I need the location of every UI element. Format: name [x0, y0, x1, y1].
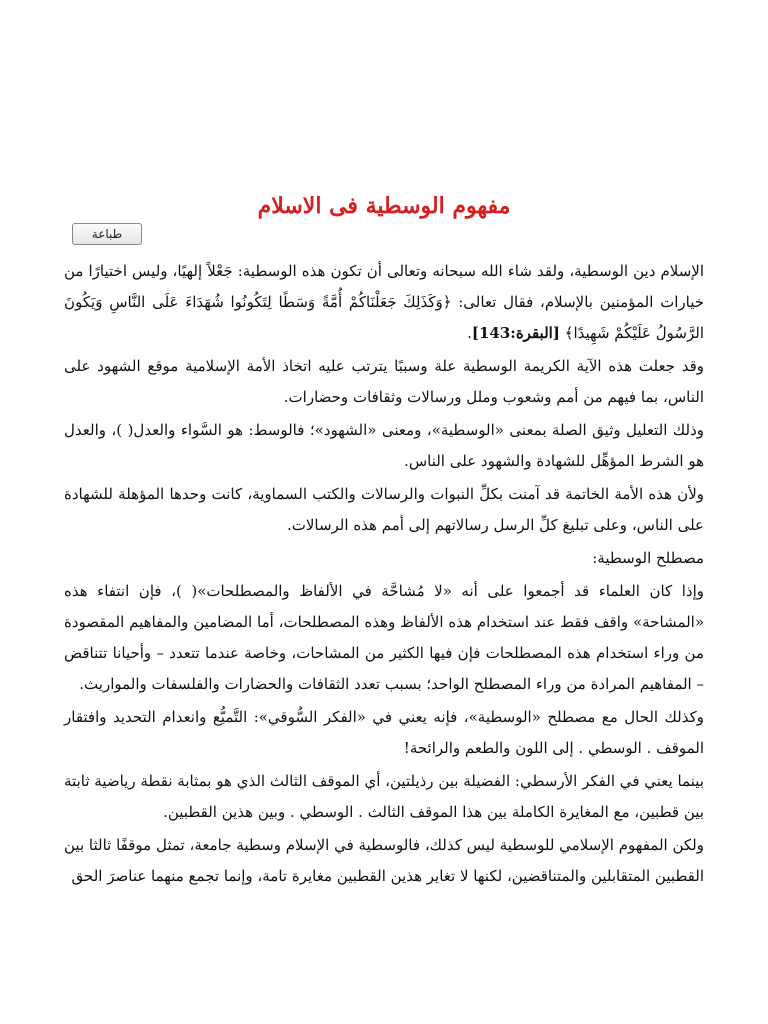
paragraph-aristotle: بينما يعني في الفكر الأرسطي: الفضيلة بين رذيلتين، أي الموقف الثالث الذي هو بمثابة نقطة رياضية ثابتة بين قطبين، مع المغايرة الكاملة بين هذا الموقف الثالث . الوسطي . وبين هذين القطبين. [64, 772, 704, 821]
article-page [64, 0, 704, 1024]
paragraph-intro-end: . [467, 324, 472, 342]
paragraph-islamic-concept: ولكن المفهوم الإسلامي للوسطية ليس كذلك، فالوسطية في الإسلام وسطية جامعة، تمثل موقفًا ثالثا بين القطبين المتقابلين والمتناقضين، لكنها لا تغاير هذين القطبين مغايرة تامة، وإنما تجمع منهما عناصرَ الحق [64, 836, 704, 885]
page-title: مفهوم الوسطية فى الاسلام [257, 192, 511, 219]
paragraph-intro [64, 256, 704, 349]
paragraph-intro-text: الإسلام دين الوسطية، ولقد شاء الله سبحانه وتعالى أن تكون هذه الوسطية: جَعْلاً إلهيًا، وليس اختيارًا من خيارات المؤمنين بالإسلام، فقال تعالى: ﴿وَكَذَلِكَ جَعَلْنَاكُمْ أُمَّةً وَسَطًا لِتَكُونُوا شُهَدَاءَ عَلَى النَّاسِ وَيَكُونَ الرَّسُولُ عَلَيْكُمْ شَهِيدًا﴾ [64, 262, 704, 342]
verse-reference: [البقرة:143] [471, 324, 560, 342]
print-button[interactable]: طباعة [72, 223, 142, 245]
paragraph-terms: وإذا كان العلماء قد أجمعوا على أنه «لا مُشاحَّة في الألفاظ والمصطلحات»( )، فإن انتفاء هذه «المشاحة» واقف فقط عند استخدام هذه الألفاظ وهذه المصطلحات، أما المضامين والمفاهيم المقصودة من وراء استخدام هذه المصطلحات فإن فيها الكثير من المشاحات، وخاصة عندما تتعدد – وأحيانا تتناقض – المفاهيم المرادة من وراء المصطلح الواحد؛ بسبب تعدد الثقافات والحضارات والفلسفات والمواريث. [64, 582, 704, 693]
paragraph-justice: وذلك التعليل وثيق الصلة بمعنى «الوسطية»، ومعنى «الشهود»؛ فالوسط: هو السَّواء والعدل( )، والعدل هو الشرط المؤهِّل للشهادة والشهود على الناس. [64, 421, 704, 470]
section-heading-term: مصطلح الوسطية: [592, 549, 704, 567]
paragraph-verse-meaning: وقد جعلت هذه الآية الكريمة الوسطية علة وسببًا يترتب عليه اتخاذ الأمة الإسلامية موقع الشهود على الناس، بما فيهم من أمم وشعوب وملل ورسالات وثقافات وحضارات. [64, 357, 704, 406]
paragraph-final-nation: ولأن هذه الأمة الخاتمة قد آمنت بكلِّ النبوات والرسالات والكتب السماوية، كانت وحدها المؤهلة للشهادة على الناس، وعلى تبليغ كلِّ الرسل رسالاتهم إلى أمم هذه الرسالات. [64, 485, 704, 534]
article-body [64, 256, 704, 894]
paragraph-market-thought: وكذلك الحال مع مصطلح «الوسطية»، فإنه يعني في «الفكر السُّوقي»: التَّميُّع وانعدام التحديد وافتقار الموقف . الوسطي . إلى اللون والطعم والرائحة! [64, 708, 704, 757]
